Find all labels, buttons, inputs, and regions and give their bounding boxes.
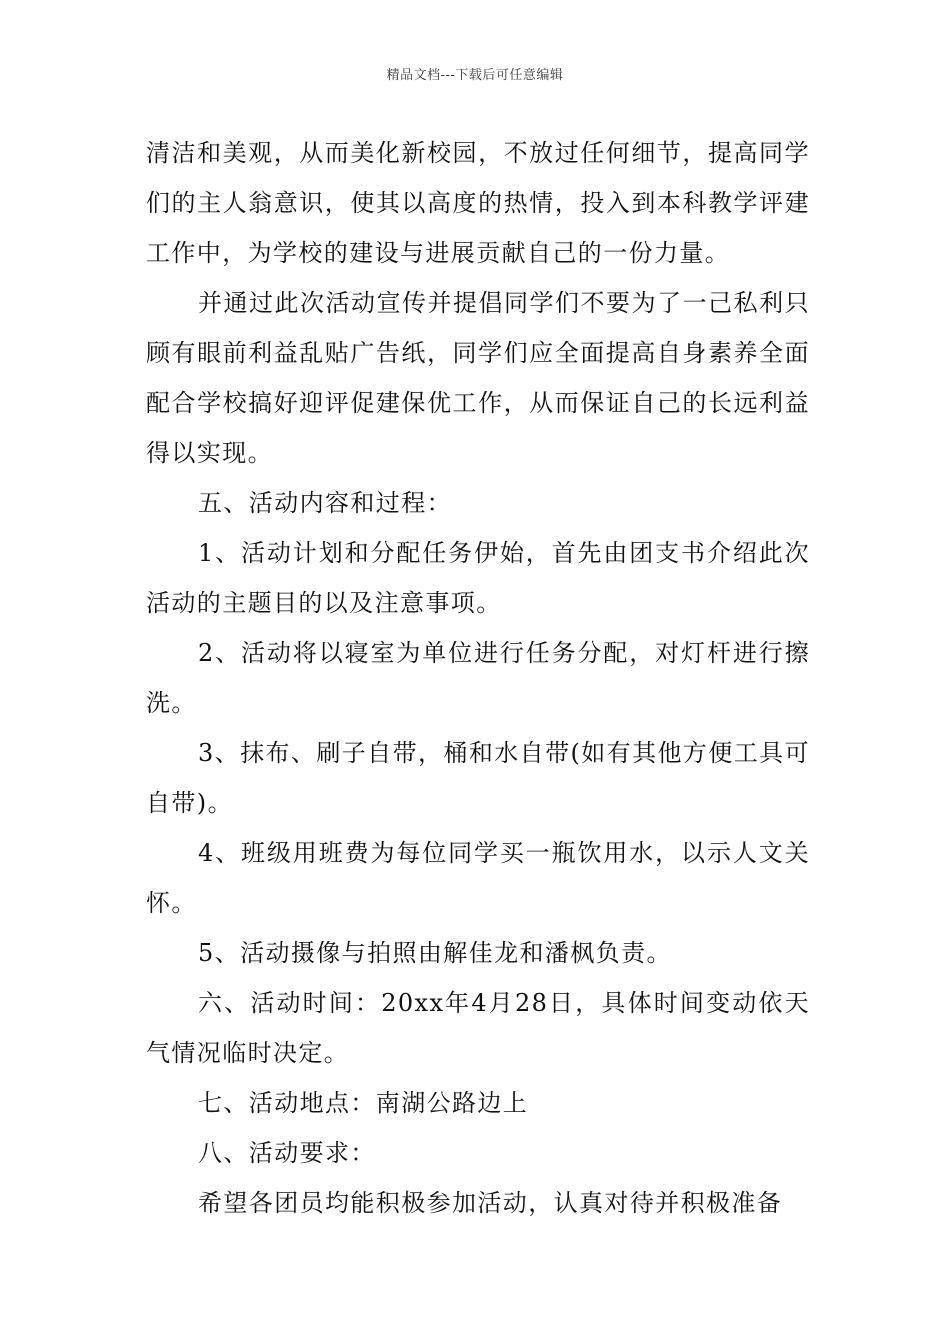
paragraph-promotion: 并通过此次活动宣传并提倡同学们不要为了一己私利只顾有眼前利益乱贴广告纸，同学们应全面提高自身素养全面配合学校搞好迎评促建保优工作，从而保证自己的长远利益得以实现。 bbox=[146, 289, 810, 467]
list-item-3: 3、抹布、刷子自带，桶和水自带(如有其他方便工具可自带)。 bbox=[146, 739, 810, 817]
document-body bbox=[146, 128, 810, 1228]
page-header: 精品文档---下载后可任意编辑 bbox=[386, 68, 564, 83]
section-heading-requirements: 八、活动要求： bbox=[198, 1139, 376, 1167]
list-item-1: 1、活动计划和分配任务伊始，首先由团支书介绍此次活动的主题目的以及注意事项。 bbox=[146, 539, 810, 617]
section-heading-location: 七、活动地点：南湖公路边上 bbox=[198, 1089, 529, 1117]
list-item-5: 5、活动摄像与拍照由解佳龙和潘枫负责。 bbox=[198, 939, 672, 967]
paragraph-requirements: 希望各团员均能积极参加活动，认真对待并积极准备 bbox=[198, 1189, 783, 1217]
paragraph-continuation: 清洁和美观，从而美化新校园，不放过任何细节，提高同学们的主人翁意识，使其以高度的热情，投入到本科教学评建工作中，为学校的建设与进展贡献自己的一份力量。 bbox=[146, 139, 810, 267]
list-item-4: 4、班级用班费为每位同学买一瓶饮用水，以示人文关怀。 bbox=[146, 839, 810, 917]
section-heading-time: 六、活动时间：20xx年4月28日，具体时间变动依天气情况临时决定。 bbox=[146, 989, 810, 1067]
list-item-2: 2、活动将以寝室为单位进行任务分配，对灯杆进行擦洗。 bbox=[146, 639, 810, 717]
section-heading-content: 五、活动内容和过程： bbox=[198, 489, 452, 517]
